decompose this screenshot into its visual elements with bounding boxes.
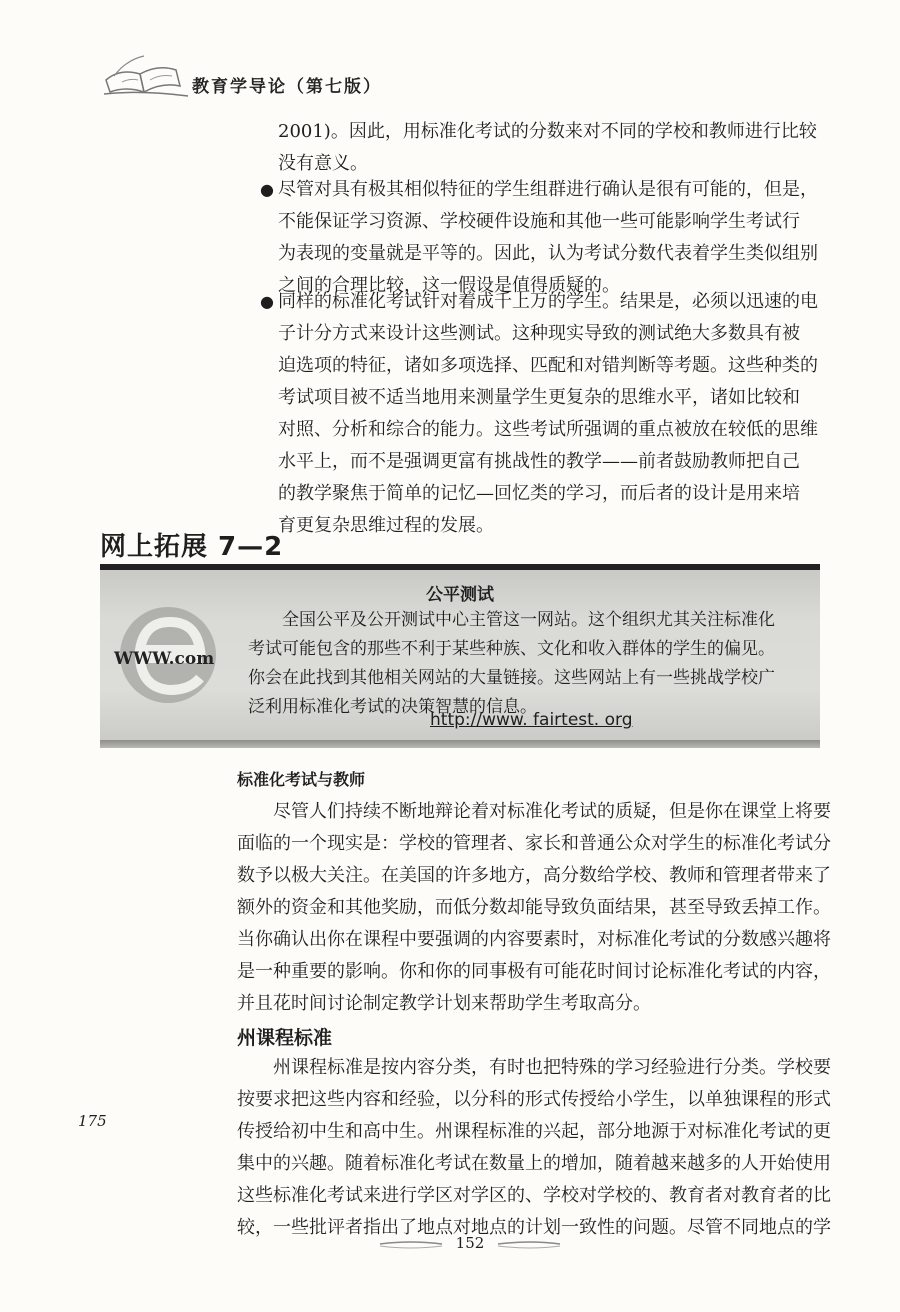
logo-text: WWW.com bbox=[114, 649, 215, 669]
text-line: 之间的合理比较，这一假设是值得质疑的。 bbox=[278, 275, 620, 296]
text-line: 同样的标准化考试针对着成千上万的学生。结果是，必须以迅速的电 bbox=[278, 291, 818, 312]
text-line: 传授给初中生和高中生。州课程标准的兴起，部分地源于对标准化考试的更 bbox=[237, 1121, 831, 1142]
box-title: 公平测试 bbox=[426, 585, 494, 605]
text-line: 这些标准化考试来进行学区对学区的、学校对学校的、教育者对教育者的比 bbox=[237, 1185, 831, 1206]
online-extension-heading: 网上拓展 7—2 bbox=[100, 532, 284, 562]
text-line: 按要求把这些内容和经验，以分科的形式传授给小学生，以单独课程的形式 bbox=[237, 1089, 831, 1110]
text-line: 尽管对具有极其相似特征的学生组群进行确认是很有可能的，但是， bbox=[278, 179, 818, 200]
text-line: 泛利用标准化考试的决策智慧的信息。 bbox=[248, 697, 537, 717]
page-footer bbox=[360, 1232, 580, 1256]
text-line: 育更复杂思维过程的发展。 bbox=[278, 515, 494, 536]
text-line: 对照、分析和综合的能力。这些考试所强调的重点被放在较低的思维 bbox=[278, 419, 818, 440]
subsection-title: 标准化考试与教师 bbox=[237, 770, 366, 789]
section-title: 州课程标准 bbox=[237, 1027, 333, 1049]
bullet-item bbox=[260, 174, 818, 302]
text-line: 你会在此找到其他相关网站的大量链接。这些网站上有一些挑战学校广 bbox=[248, 668, 775, 688]
margin-page-number: 175 bbox=[78, 1112, 107, 1130]
text-line: 当你确认出你在课程中要强调的内容要素时，对标准化考试的分数感兴趣将 bbox=[237, 929, 831, 950]
section-paragraph bbox=[237, 1052, 831, 1244]
subsection-paragraph bbox=[237, 796, 831, 1020]
extension-bottom-rule bbox=[100, 740, 820, 748]
text-line: 迫选项的特征，诸如多项选择、匹配和对错判断等考题。这些种类的 bbox=[278, 355, 818, 376]
text-line: 面临的一个现实是：学校的管理者、家长和普通公众对学生的标准化考试分 bbox=[237, 833, 831, 854]
website-url: http://www. fairtest. org bbox=[430, 710, 633, 730]
book-title: 教育学导论（第七版） bbox=[192, 77, 382, 97]
text-line: 并且花时间讨论制定教学计划来帮助学生考取高分。 bbox=[237, 993, 651, 1014]
text-line: 全国公平及公开测试中心主管这一网站。这个组织尤其关注标准化 bbox=[248, 610, 775, 630]
text-line: 的教学聚焦于简单的记忆—回忆类的学习，而后者的设计是用来培 bbox=[278, 483, 800, 504]
text-line: 2001)。因此，用标准化考试的分数来对不同的学校和教师进行比较 bbox=[278, 121, 817, 142]
text-line: 考试可能包含的那些不利于某些种族、文化和收入群体的学生的偏见。 bbox=[248, 639, 775, 659]
page-number: 152 bbox=[455, 1234, 485, 1252]
text-line: 州课程标准是按内容分类，有时也把特殊的学习经验进行分类。学校要 bbox=[237, 1057, 831, 1078]
www-e-logo-icon bbox=[110, 600, 230, 710]
text-line: 数予以极大关注。在美国的许多地方，高分数给学校、教师和管理者带来了 bbox=[237, 865, 831, 886]
text-line: 没有意义。 bbox=[278, 153, 368, 174]
text-line: 考试项目被不适当地用来测量学生更复杂的思维水平，诸如比较和 bbox=[278, 387, 800, 408]
running-header bbox=[100, 40, 400, 110]
bullet-item bbox=[260, 286, 818, 542]
intro-paragraph bbox=[278, 116, 817, 180]
text-line: 尽管人们持续不断地辩论着对标准化考试的质疑，但是你在课堂上将要 bbox=[237, 801, 831, 822]
open-book-icon bbox=[100, 40, 192, 100]
bullet-dot-icon: ● bbox=[260, 180, 274, 199]
text-line: 是一种重要的影响。你和你的同事极有可能花时间讨论标准化考试的内容， bbox=[237, 961, 831, 982]
text-line: 额外的资金和其他奖励，而低分数却能导致负面结果，甚至导致丢掉工作。 bbox=[237, 897, 831, 918]
bullet-dot-icon: ● bbox=[260, 292, 274, 311]
text-line: 为表现的变量就是平等的。因此，认为考试分数代表着学生类似组别 bbox=[278, 243, 818, 264]
text-line: 集中的兴趣。随着标准化考试在数量上的增加，随着越来越多的人开始使用 bbox=[237, 1153, 831, 1174]
box-text bbox=[248, 606, 775, 722]
text-line: 较，一些批评者指出了地点对地点的计划一致性的问题。尽管不同地点的学 bbox=[237, 1217, 831, 1238]
text-line: 子计分方式来设计这些测试。这种现实导致的测试绝大多数具有被 bbox=[278, 323, 800, 344]
online-extension-box bbox=[100, 570, 820, 740]
text-line: 不能保证学习资源、学校硬件设施和其他一些可能影响学生考试行 bbox=[278, 211, 800, 232]
text-line: 水平上，而不是强调更富有挑战性的教学——前者鼓励教师把自己 bbox=[278, 451, 800, 472]
